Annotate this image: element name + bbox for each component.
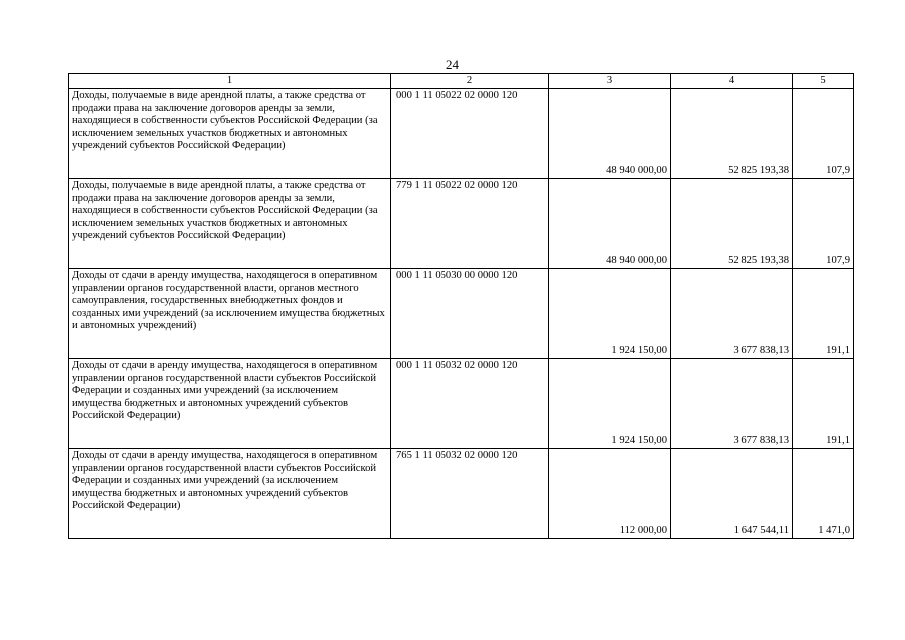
column-header-2: 2 <box>391 74 549 89</box>
row-actual-amount: 3 677 838,13 <box>671 269 793 359</box>
row-planned-amount: 48 940 000,00 <box>549 179 671 269</box>
row-description: Доходы от сдачи в аренду имущества, находящегося в оперативном управлении органов государственной власти субъектов Российской Федерации и созданных ими учреждений (за исключением имущества бюджетных и автономных учреждений субъектов Российской Федерации) <box>69 449 391 539</box>
row-percent: 1 471,0 <box>793 449 854 539</box>
table-body <box>69 89 854 539</box>
table-row <box>69 269 854 359</box>
row-planned-amount: 112 000,00 <box>549 449 671 539</box>
row-description: Доходы от сдачи в аренду имущества, находящегося в оперативном управлении органов государственной власти, органов местного самоуправления, государственных внебюджетных фондов и созданных ими учреждений (за исключением имущества бюджетных и автономных учреждений) <box>69 269 391 359</box>
row-actual-amount: 52 825 193,38 <box>671 89 793 179</box>
table-row <box>69 179 854 269</box>
column-header-4: 4 <box>671 74 793 89</box>
row-percent: 191,1 <box>793 359 854 449</box>
row-budget-code: 000 1 11 05032 02 0000 120 <box>391 359 549 449</box>
row-description: Доходы от сдачи в аренду имущества, находящегося в оперативном управлении органов государственной власти субъектов Российской Федерации и созданных ими учреждений (за исключением имущества бюджетных и автономных учреждений субъектов Российской Федерации) <box>69 359 391 449</box>
row-percent: 107,9 <box>793 89 854 179</box>
column-header-3: 3 <box>549 74 671 89</box>
row-actual-amount: 1 647 544,11 <box>671 449 793 539</box>
revenue-table <box>68 73 854 539</box>
row-percent: 107,9 <box>793 179 854 269</box>
table-row <box>69 449 854 539</box>
row-budget-code: 779 1 11 05022 02 0000 120 <box>391 179 549 269</box>
row-description: Доходы, получаемые в виде арендной платы, а также средства от продажи права на заключение договоров аренды за земли, находящиеся в собственности субъектов Российской Федерации (за исключением земельных участков бюджетных и автономных учреждений субъектов Российской Федерации) <box>69 179 391 269</box>
table-row <box>69 359 854 449</box>
row-budget-code: 765 1 11 05032 02 0000 120 <box>391 449 549 539</box>
table-row <box>69 89 854 179</box>
table-header <box>69 74 854 89</box>
row-description: Доходы, получаемые в виде арендной платы, а также средства от продажи права на заключение договоров аренды за земли, находящиеся в собственности субъектов Российской Федерации (за исключением земельных участков бюджетных и автономных учреждений субъектов Российской Федерации) <box>69 89 391 179</box>
row-planned-amount: 1 924 150,00 <box>549 269 671 359</box>
header-row <box>69 74 854 89</box>
column-header-1: 1 <box>69 74 391 89</box>
row-planned-amount: 48 940 000,00 <box>549 89 671 179</box>
row-actual-amount: 52 825 193,38 <box>671 179 793 269</box>
page-number: 24 <box>446 57 459 72</box>
row-planned-amount: 1 924 150,00 <box>549 359 671 449</box>
row-budget-code: 000 1 11 05022 02 0000 120 <box>391 89 549 179</box>
row-actual-amount: 3 677 838,13 <box>671 359 793 449</box>
row-budget-code: 000 1 11 05030 00 0000 120 <box>391 269 549 359</box>
column-header-5: 5 <box>793 74 854 89</box>
row-percent: 191,1 <box>793 269 854 359</box>
